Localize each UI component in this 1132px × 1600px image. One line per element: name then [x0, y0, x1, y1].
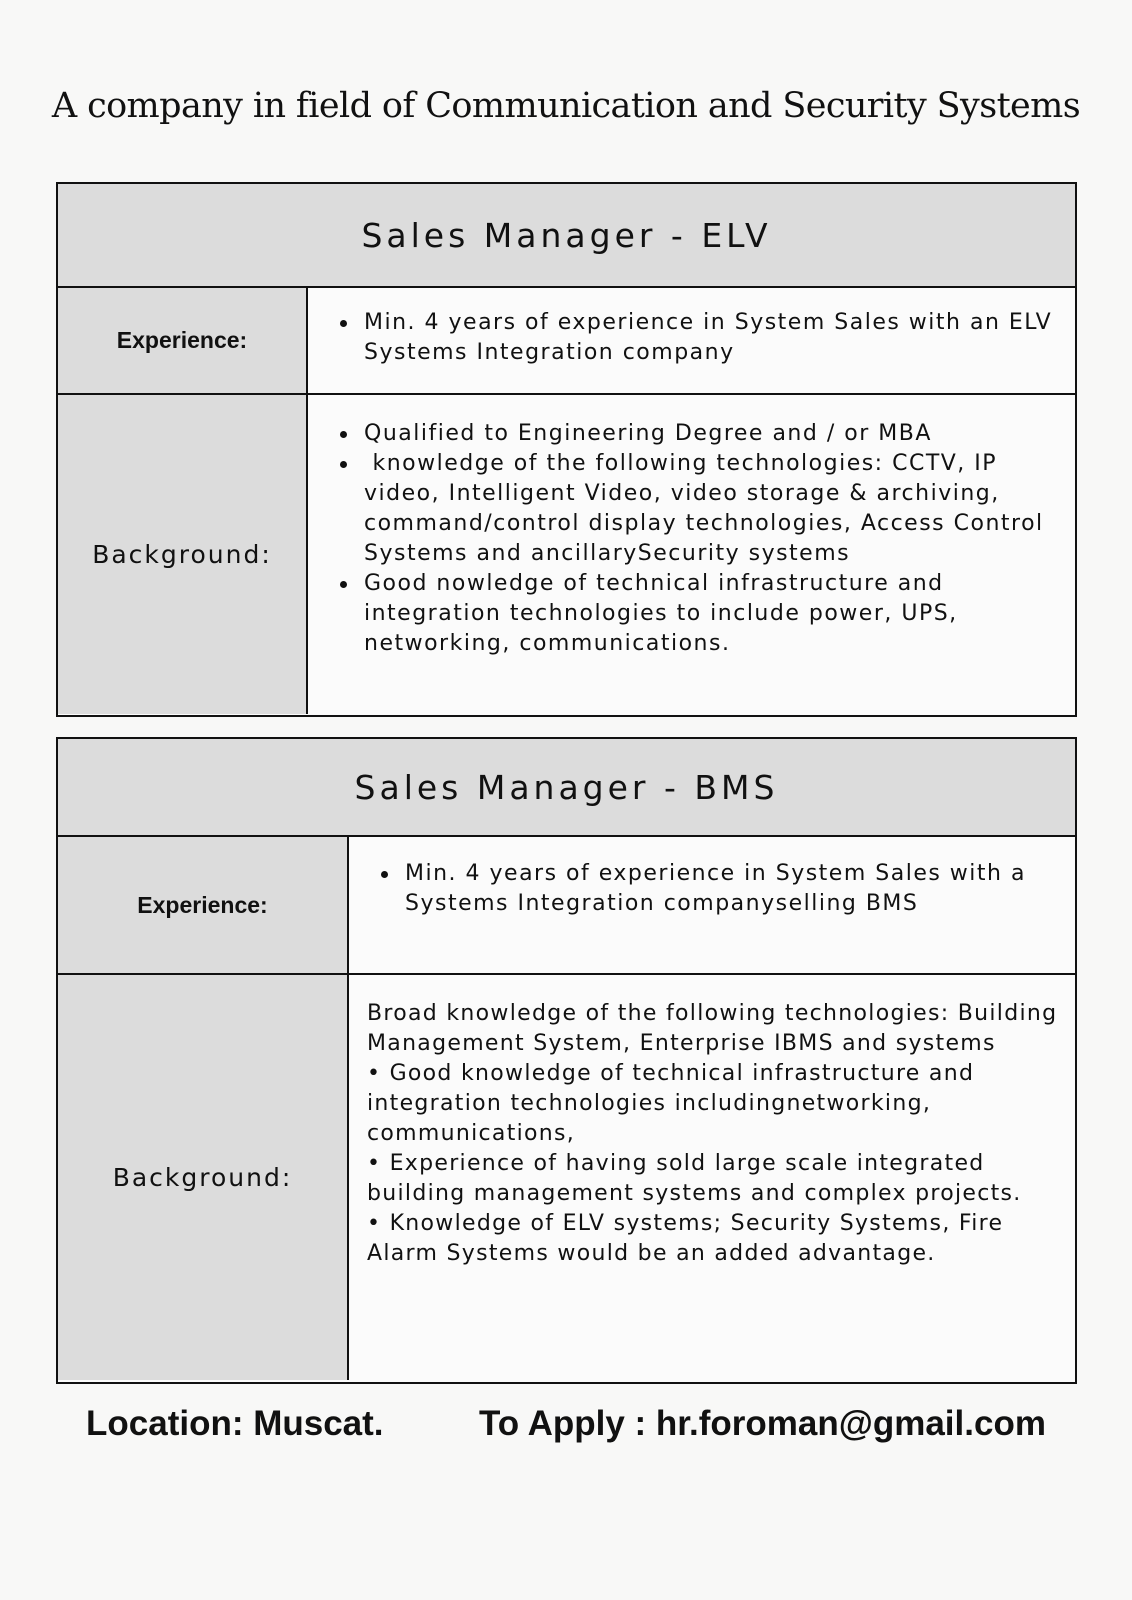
- background-item: Qualified to Engineering Degree and / or MBA: [336, 419, 1061, 449]
- job-title: Sales Manager - BMS: [58, 739, 1075, 837]
- background-item: Good nowledge of technical infrastructure and integration technologies to include power, UPS, networking, communications.: [336, 569, 1061, 659]
- location-text: Location: Muscat.: [86, 1404, 384, 1443]
- experience-row: [58, 288, 1075, 393]
- background-row: [58, 393, 1075, 714]
- background-row: [58, 973, 1075, 1380]
- experience-label: Experience:: [58, 837, 349, 973]
- background-content: [349, 975, 1075, 1380]
- job-title: Sales Manager - ELV: [58, 184, 1075, 288]
- background-item: knowledge of the following technologies: CCTV, IP video, Intelligent Video, video storage & archiving, command/control display technologies, Access Control Systems and ancillarySecurity systems: [336, 449, 1061, 569]
- experience-label: Experience:: [58, 288, 308, 393]
- footer: [0, 1404, 1132, 1454]
- experience-content: [308, 288, 1075, 393]
- job-card-elv: [56, 182, 1077, 717]
- experience-item: Min. 4 years of experience in System Sales with a Systems Integration companyselling BMS: [377, 859, 1061, 919]
- experience-content: [349, 837, 1075, 973]
- background-paragraph: • Knowledge of ELV systems; Security Systems, Fire Alarm Systems would be an added advantage.: [367, 1211, 1012, 1266]
- background-label: Background:: [58, 395, 308, 714]
- background-paragraph: Broad knowledge of the following technologies: Building Management System, Enterprise IBMS and systems: [367, 1001, 1066, 1056]
- job-card-bms: [56, 737, 1077, 1384]
- experience-row: [58, 837, 1075, 973]
- background-content: [308, 395, 1075, 714]
- background-paragraph: • Experience of having sold large scale integrated building management systems and complex projects.: [367, 1151, 1022, 1206]
- background-label: Background:: [58, 975, 349, 1380]
- experience-item: Min. 4 years of experience in System Sales with an ELV Systems Integration company: [336, 308, 1061, 368]
- background-paragraph: • Good knowledge of technical infrastructure and integration technologies includingnetworking, communications,: [367, 1061, 983, 1146]
- apply-email-link[interactable]: To Apply : hr.foroman@gmail.com: [479, 1404, 1046, 1443]
- page-headline: A company in field of Communication and Security Systems: [51, 86, 1081, 126]
